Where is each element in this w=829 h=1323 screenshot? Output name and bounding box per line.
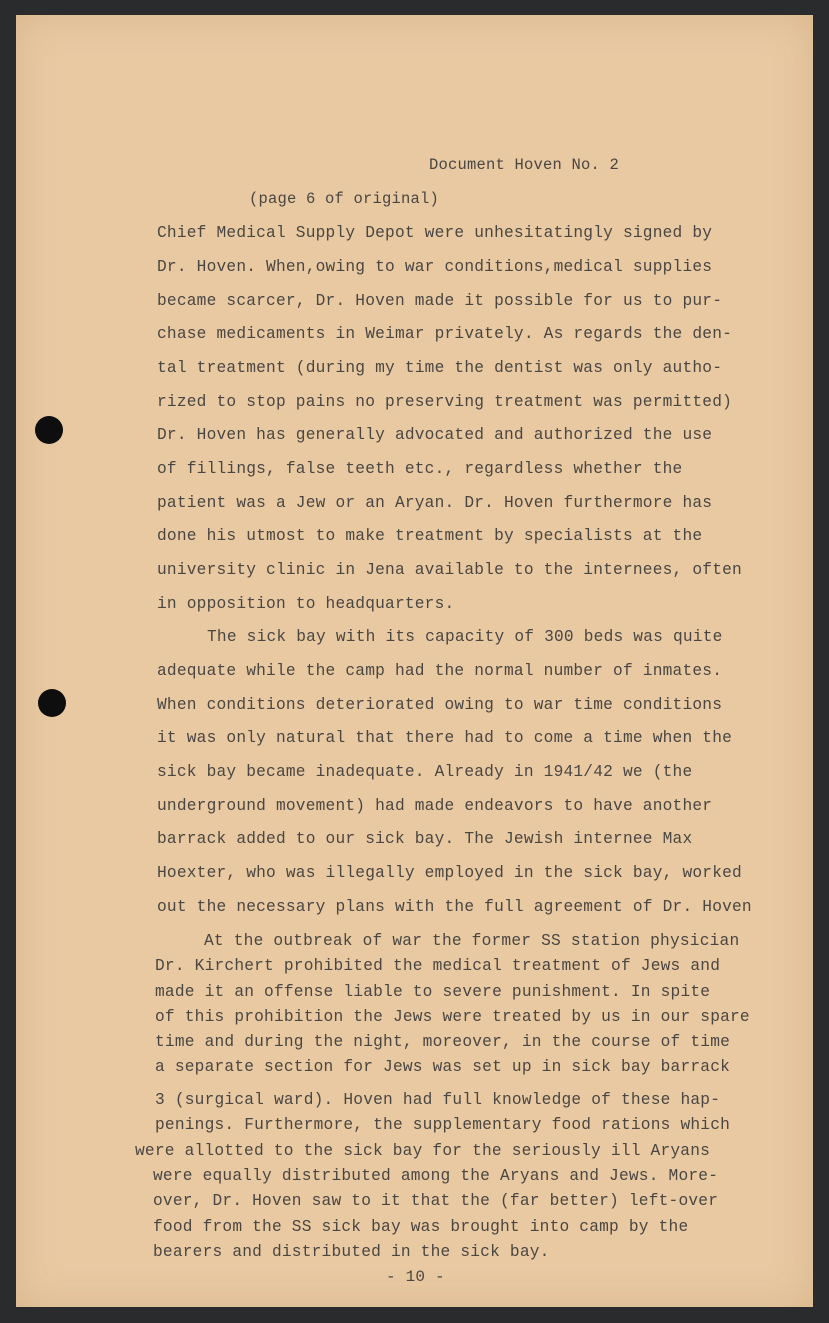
body-line: in opposition to headquarters. bbox=[157, 595, 455, 613]
body-line: underground movement) had made endeavors to have another bbox=[157, 797, 713, 815]
body-line: food from the SS sick bay was brought into camp by the bbox=[153, 1218, 689, 1236]
body-line: Dr. Kirchert prohibited the medical treatment of Jews and bbox=[155, 957, 721, 975]
body-line: were equally distributed among the Aryans and Jews. More- bbox=[153, 1167, 719, 1185]
body-line: barrack added to our sick bay. The Jewish internee Max bbox=[157, 830, 693, 848]
body-line: At the outbreak of war the former SS station physician bbox=[204, 932, 740, 950]
document-subheader: (page 6 of original) bbox=[249, 190, 440, 208]
body-line: became scarcer, Dr. Hoven made it possible for us to pur- bbox=[157, 292, 723, 310]
body-line: patient was a Jew or an Aryan. Dr. Hoven furthermore has bbox=[157, 494, 713, 512]
body-line: penings. Furthermore, the supplementary food rations which bbox=[155, 1116, 731, 1134]
page-number: - 10 - bbox=[386, 1268, 445, 1286]
body-line: made it an offense liable to severe punishment. In spite bbox=[155, 983, 711, 1001]
body-line: tal treatment (during my time the dentist was only autho- bbox=[157, 359, 723, 377]
body-line: done his utmost to make treatment by specialists at the bbox=[157, 527, 703, 545]
punch-hole-top bbox=[35, 416, 63, 444]
body-line: were allotted to the sick bay for the seriously ill Aryans bbox=[135, 1142, 711, 1160]
body-line: it was only natural that there had to come a time when the bbox=[157, 729, 733, 747]
body-line: of this prohibition the Jews were treated by us in our spare bbox=[155, 1008, 750, 1026]
body-line: rized to stop pains no preserving treatment was permitted) bbox=[157, 393, 733, 411]
body-line: Dr. Hoven. When,owing to war conditions,medical supplies bbox=[157, 258, 713, 276]
body-line: The sick bay with its capacity of 300 beds was quite bbox=[207, 628, 723, 646]
body-line: over, Dr. Hoven saw to it that the (far better) left-over bbox=[153, 1192, 719, 1210]
body-line: adequate while the camp had the normal number of inmates. bbox=[157, 662, 723, 680]
document-page bbox=[16, 15, 813, 1307]
body-line: of fillings, false teeth etc., regardless whether the bbox=[157, 460, 683, 478]
body-line: 3 (surgical ward). Hoven had full knowledge of these hap- bbox=[155, 1091, 721, 1109]
document-header: Document Hoven No. 2 bbox=[429, 156, 620, 174]
body-line: Hoexter, who was illegally employed in the sick bay, worked bbox=[157, 864, 742, 882]
body-line: time and during the night, moreover, in the course of time bbox=[155, 1033, 731, 1051]
body-line: sick bay became inadequate. Already in 1941/42 we (the bbox=[157, 763, 693, 781]
body-line: bearers and distributed in the sick bay. bbox=[153, 1243, 550, 1261]
body-line: university clinic in Jena available to the internees, often bbox=[157, 561, 742, 579]
punch-hole-bottom bbox=[38, 689, 66, 717]
body-line: chase medicaments in Weimar privately. As regards the den- bbox=[157, 325, 733, 343]
body-line: Dr. Hoven has generally advocated and authorized the use bbox=[157, 426, 713, 444]
body-line: When conditions deteriorated owing to war time conditions bbox=[157, 696, 723, 714]
body-line: out the necessary plans with the full agreement of Dr. Hoven bbox=[157, 898, 752, 916]
body-line: Chief Medical Supply Depot were unhesitatingly signed by bbox=[157, 224, 713, 242]
body-line: a separate section for Jews was set up in sick bay barrack bbox=[155, 1058, 731, 1076]
